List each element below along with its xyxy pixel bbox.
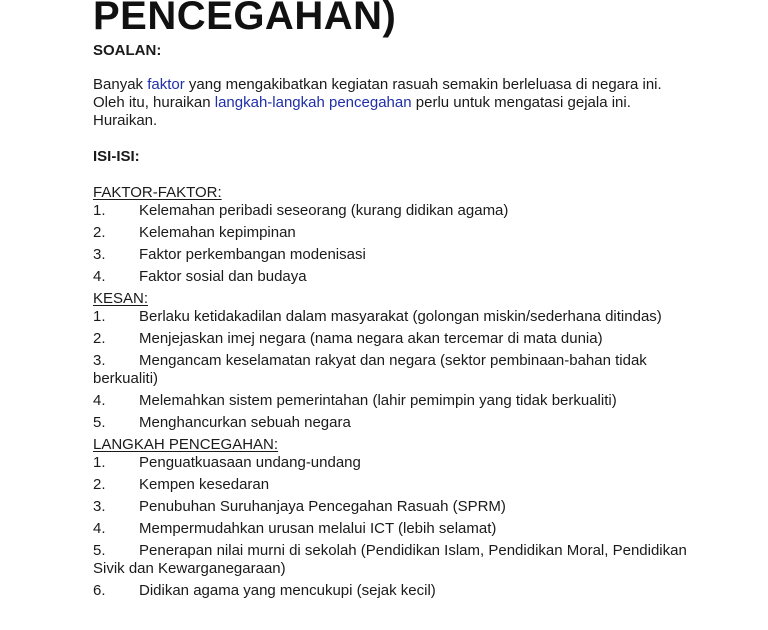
item-number: 4. xyxy=(93,520,106,537)
isi-heading: ISI-ISI: xyxy=(93,148,140,165)
question-text-3: perlu untuk mengatasi gejala ini. Huraikan. xyxy=(93,94,631,129)
item-text: Penubuhan Suruhanjaya Pencegahan Rasuah (SPRM) xyxy=(139,498,506,515)
item-number: 3. xyxy=(93,498,106,515)
item-text: Mempermudahkan urusan melalui ICT (lebih selamat) xyxy=(139,520,497,537)
section-faktor xyxy=(93,184,693,286)
item-number: 2. xyxy=(93,224,106,241)
section-heading-kesan: KESAN: xyxy=(93,290,149,307)
item-text: Kempen kesedaran xyxy=(139,476,270,493)
item-number: 1. xyxy=(93,308,106,325)
item-text: Didikan agama yang mencukupi (sejak kecil) xyxy=(139,582,436,599)
list-item xyxy=(93,224,693,242)
document-body xyxy=(93,42,693,604)
item-number: 6. xyxy=(93,582,106,599)
langkah-pencegahan-link[interactable]: langkah-langkah pencegahan xyxy=(214,94,412,111)
item-number: 2. xyxy=(93,476,106,493)
kesan-list xyxy=(93,308,693,432)
item-text: Mengancam keselamatan rakyat dan negara (sektor pembinaan-bahan tidak berkualiti) xyxy=(93,352,647,387)
list-item xyxy=(93,542,693,578)
item-text: Kelemahan kepimpinan xyxy=(139,224,296,241)
soalan-heading: SOALAN: xyxy=(93,42,162,59)
list-item xyxy=(93,308,693,326)
item-text: Penerapan nilai murni di sekolah (Pendidikan Islam, Pendidikan Moral, Pendidikan Sivik dan Kewarganegaraan) xyxy=(93,542,687,577)
list-item xyxy=(93,246,693,264)
item-number: 5. xyxy=(93,542,106,559)
list-item xyxy=(93,268,693,286)
item-number: 3. xyxy=(93,246,106,263)
list-item xyxy=(93,476,693,494)
list-item xyxy=(93,520,693,538)
section-langkah-pencegahan xyxy=(93,436,693,600)
item-text: Faktor sosial dan budaya xyxy=(139,268,307,285)
item-text: Berlaku ketidakadilan dalam masyarakat (golongan miskin/sederhana ditindas) xyxy=(139,308,662,325)
item-text: Menghancurkan sebuah negara xyxy=(139,414,351,431)
item-text: Kelemahan peribadi seseorang (kurang didikan agama) xyxy=(139,202,509,219)
section-heading-faktor: FAKTOR-FAKTOR: xyxy=(93,184,222,201)
item-number: 2. xyxy=(93,330,106,347)
item-text: Faktor perkembangan modenisasi xyxy=(139,246,366,263)
item-number: 4. xyxy=(93,268,106,285)
item-number: 5. xyxy=(93,414,106,431)
faktor-link[interactable]: faktor xyxy=(147,76,185,93)
question-text-2: yang mengakibatkan kegiatan rasuah semakin berleluasa di negara ini. Oleh itu, huraikan xyxy=(93,76,662,111)
page-title: PENCEGAHAN) xyxy=(93,0,397,38)
faktor-list xyxy=(93,202,693,286)
section-heading-langkah-pencegahan: LANGKAH PENCEGAHAN: xyxy=(93,436,279,453)
list-item xyxy=(93,202,693,220)
item-text: Penguatkuasaan undang-undang xyxy=(139,454,361,471)
list-item xyxy=(93,352,693,388)
list-item xyxy=(93,498,693,516)
section-kesan xyxy=(93,290,693,432)
item-number: 3. xyxy=(93,352,106,369)
question-text-1: Banyak xyxy=(93,76,148,93)
langkah-list xyxy=(93,454,693,600)
list-item xyxy=(93,582,693,600)
item-number: 1. xyxy=(93,202,106,219)
list-item xyxy=(93,414,693,432)
item-number: 1. xyxy=(93,454,106,471)
item-number: 4. xyxy=(93,392,106,409)
question-paragraph xyxy=(93,76,693,130)
list-item xyxy=(93,454,693,472)
item-text: Melemahkan sistem pemerintahan (lahir pemimpin yang tidak berkualiti) xyxy=(139,392,617,409)
list-item xyxy=(93,392,693,410)
list-item xyxy=(93,330,693,348)
item-text: Menjejaskan imej negara (nama negara akan tercemar di mata dunia) xyxy=(139,330,603,347)
